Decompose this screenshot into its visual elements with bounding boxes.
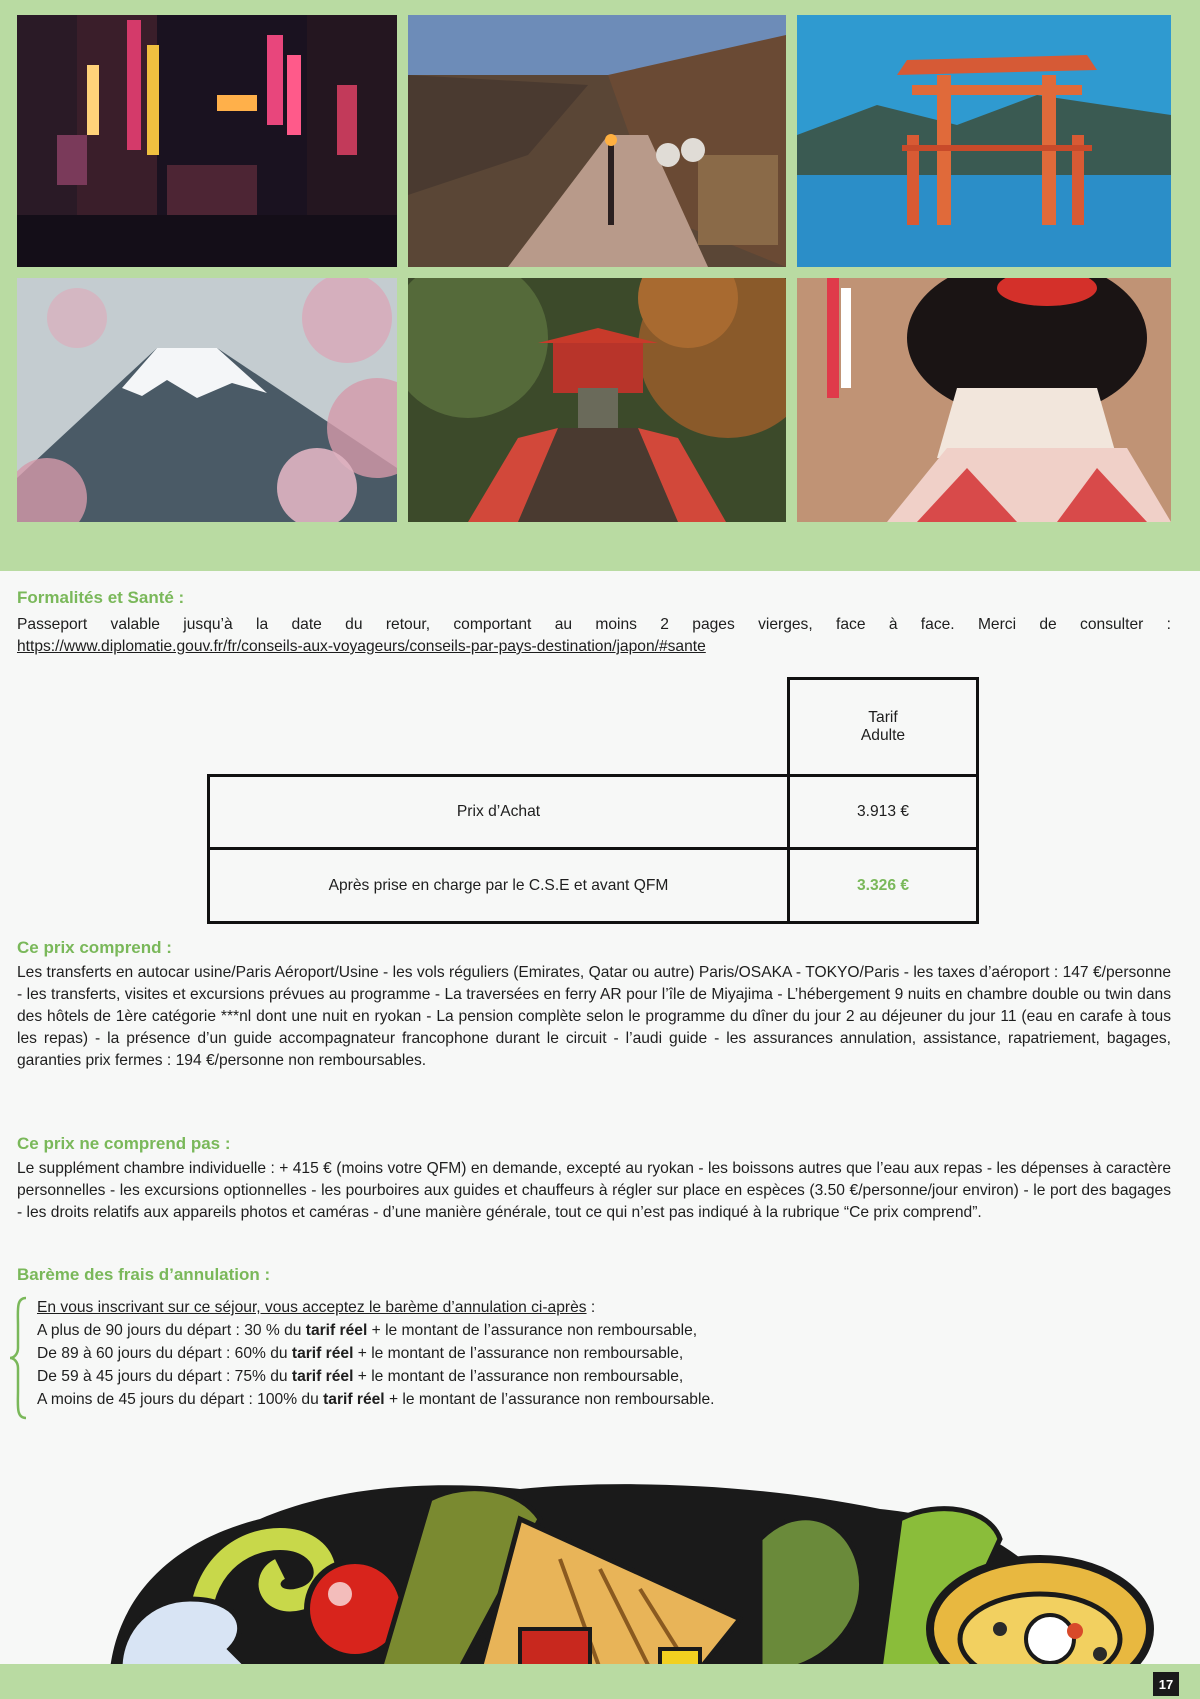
annulation-intro-line xyxy=(37,1296,714,1319)
price-row-label: Prix d’Achat xyxy=(207,774,790,850)
footer-band xyxy=(0,1664,1200,1699)
price-header-cell xyxy=(787,677,979,777)
annulation-intro-suffix: : xyxy=(586,1299,596,1316)
annulation-row-text: + le montant de l’assurance non remboursable. xyxy=(384,1391,715,1408)
price-header-line1: Tarif xyxy=(868,709,898,726)
formalites-link-line xyxy=(17,636,1171,658)
annulation-list xyxy=(37,1296,714,1411)
page-number: 17 xyxy=(1153,1672,1179,1696)
annulation-row xyxy=(37,1365,714,1388)
photo-miyajima-torii xyxy=(797,15,1171,267)
formalites-text: Passeport valable jusqu’à la date du retour, comportant au moins 2 pages vierges, face à face. Merci de consulter : xyxy=(17,616,1171,633)
comprend-text: Les transferts en autocar usine/Paris Aéroport/Usine - les vols réguliers (Emirates, Qatar ou autre) Paris/OSAKA - TOKYO/Paris - les taxes d’aéroport : 147 €/personne - les transferts, visites et excursions prévues au programme - La traversées en ferry AR pour l’île de Miyajima - L’hébergement 9 nuits en chambre double ou twin dans des hôtels de 1ère catégorie ***nl dont une nuit en ryokan - La pension complète selon le programme du dîner du jour 2 au déjeuner du jour 11 (eau en carafe à tous les repas) - la présence d’un guide accompagnateur francophone durant le circuit - l’audi guide - les assurances annulation, assistance, rapatriement, bagages, garanties prix fermes : 194 €/personne non remboursables. xyxy=(17,964,1171,1069)
annulation-row-term: tarif réel xyxy=(305,1322,368,1339)
annulation-heading: Barème des frais d’annulation : xyxy=(17,1265,271,1284)
diplomatie-link[interactable]: https://www.diplomatie.gouv.fr/fr/conseils-aux-voyageurs/conseils-par-pays-destination/japon/#sante xyxy=(17,638,706,655)
annulation-row-text: + le montant de l’assurance non remboursable, xyxy=(353,1345,684,1362)
annulation-row-term: tarif réel xyxy=(291,1345,354,1362)
price-row-label: Après prise en charge par le C.S.E et avant QFM xyxy=(207,847,790,924)
price-row-value-highlight: 3.326 € xyxy=(787,847,979,924)
photo-kyoto-old-street xyxy=(408,15,786,267)
annulation-row-text: + le montant de l’assurance non remboursable, xyxy=(353,1368,684,1385)
annulation-row-term: tarif réel xyxy=(291,1368,354,1385)
photo-banner xyxy=(0,0,1200,571)
photo-temple-red-bridge xyxy=(408,278,786,522)
ne-comprend-text: Le supplément chambre individuelle : + 415 € (moins votre QFM) en demande, excepté au ryokan - les boissons autres que l’eau aux repas - les dépenses à caractère personnelles - les excursions optionnelles - les pourboires aux guides et chauffeurs à régler sur place en espèces (3.50 €/personne/jour environ) - le port des bagages - les droits relatifs aux appareils photos et caméras - d’une manière générale, tout ce qui n’est pas indiqué à la rubrique “Ce prix comprend”. xyxy=(17,1160,1171,1221)
annulation-row-text: De 59 à 45 jours du départ : 75% du xyxy=(37,1368,292,1385)
japanese-doodle-illustration xyxy=(0,1479,1200,1669)
annulation-row-text: A moins de 45 jours du départ : 100% du xyxy=(37,1391,324,1408)
annulation-intro: En vous inscrivant sur ce séjour, vous acceptez le barème d’annulation ci-après xyxy=(37,1299,587,1316)
annulation-row xyxy=(37,1342,714,1365)
comprend-heading: Ce prix comprend : xyxy=(17,938,172,957)
price-row-value: 3.913 € xyxy=(787,774,979,850)
annulation-row-text: A plus de 90 jours du départ : 30 % du xyxy=(37,1322,306,1339)
photo-geisha-back xyxy=(797,278,1171,522)
annulation-row-text: + le montant de l’assurance non remboursable, xyxy=(367,1322,698,1339)
annulation-row-term: tarif réel xyxy=(323,1391,385,1408)
photo-tokyo-night-street xyxy=(17,15,397,267)
price-header-line2: Adulte xyxy=(860,727,906,744)
annulation-row xyxy=(37,1319,714,1342)
annulation-row-text: De 89 à 60 jours du départ : 60% du xyxy=(37,1345,292,1362)
photo-mount-fuji-cherry-blossom xyxy=(17,278,397,522)
formalites-heading: Formalités et Santé : xyxy=(17,588,185,607)
ne-comprend-heading: Ce prix ne comprend pas : xyxy=(17,1134,231,1153)
annulation-row xyxy=(37,1388,714,1411)
brace-decoration xyxy=(8,1296,30,1420)
